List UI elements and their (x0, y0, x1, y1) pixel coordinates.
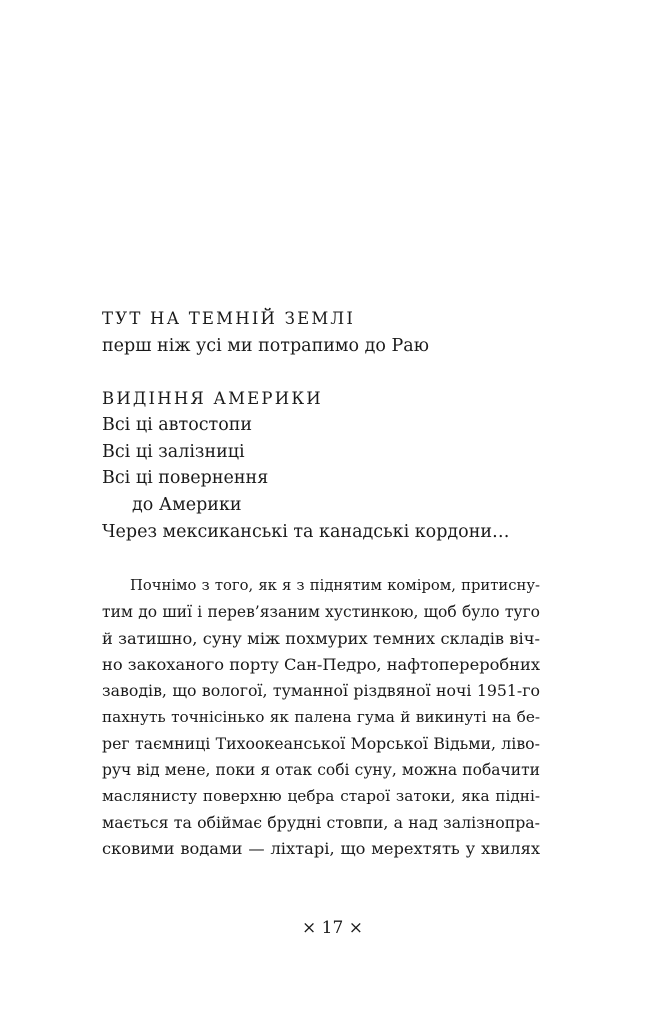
prose-line: рег таємниці Тихоокеанської Морської Відьми, ліво- (102, 733, 540, 753)
prose-line: пахнуть точнісінько як палена гума й викинуті на бе- (102, 708, 540, 727)
prose-line: сковими водами — ліхтарі, що мерехтять у хвилях (102, 838, 540, 858)
verse-line-1: перш ніж усі ми потрапимо до Раю (102, 336, 429, 356)
prose-line: мається та обіймає брудні стовпи, а над залізнопра- (102, 812, 540, 832)
prose-paragraph (102, 573, 540, 862)
verse-heading-2: ВИДІННЯ АМЕРИКИ (102, 389, 323, 408)
verse-line-4: Всі ці повернення (102, 468, 269, 488)
prose-line: Почнімо з того, як я з піднятим коміром, притисну- (130, 577, 540, 594)
prose-line: маслянисту поверхню цебра старої затоки, яка підні- (102, 787, 540, 806)
verse-line-2: Всі ці автостопи (102, 415, 253, 435)
verse-line-3: Всі ці залізниці (102, 442, 245, 462)
prose-line: руч від мене, поки я отак собі суну, можна побачити (102, 761, 540, 780)
verse-line-6: Через мексиканські та канадські кордони… (102, 522, 510, 542)
prose-line: заводів, що вологої, туманної різдвяної ночі 1951-го (102, 681, 540, 701)
prose-line: тим до шиї і перев’язаним хустинкою, щоб було туго (102, 603, 540, 622)
page-number: × 17 × (302, 918, 363, 938)
verse-heading-1: ТУТ НА ТЕМНІЙ ЗЕМЛІ (102, 309, 356, 328)
prose-line: й затишно, суну між похмурих темних складів віч- (102, 628, 540, 648)
prose-line: но закоханого порту Сан-Педро, нафтопереробних (102, 654, 540, 674)
verse-line-5: до Америки (132, 495, 242, 515)
